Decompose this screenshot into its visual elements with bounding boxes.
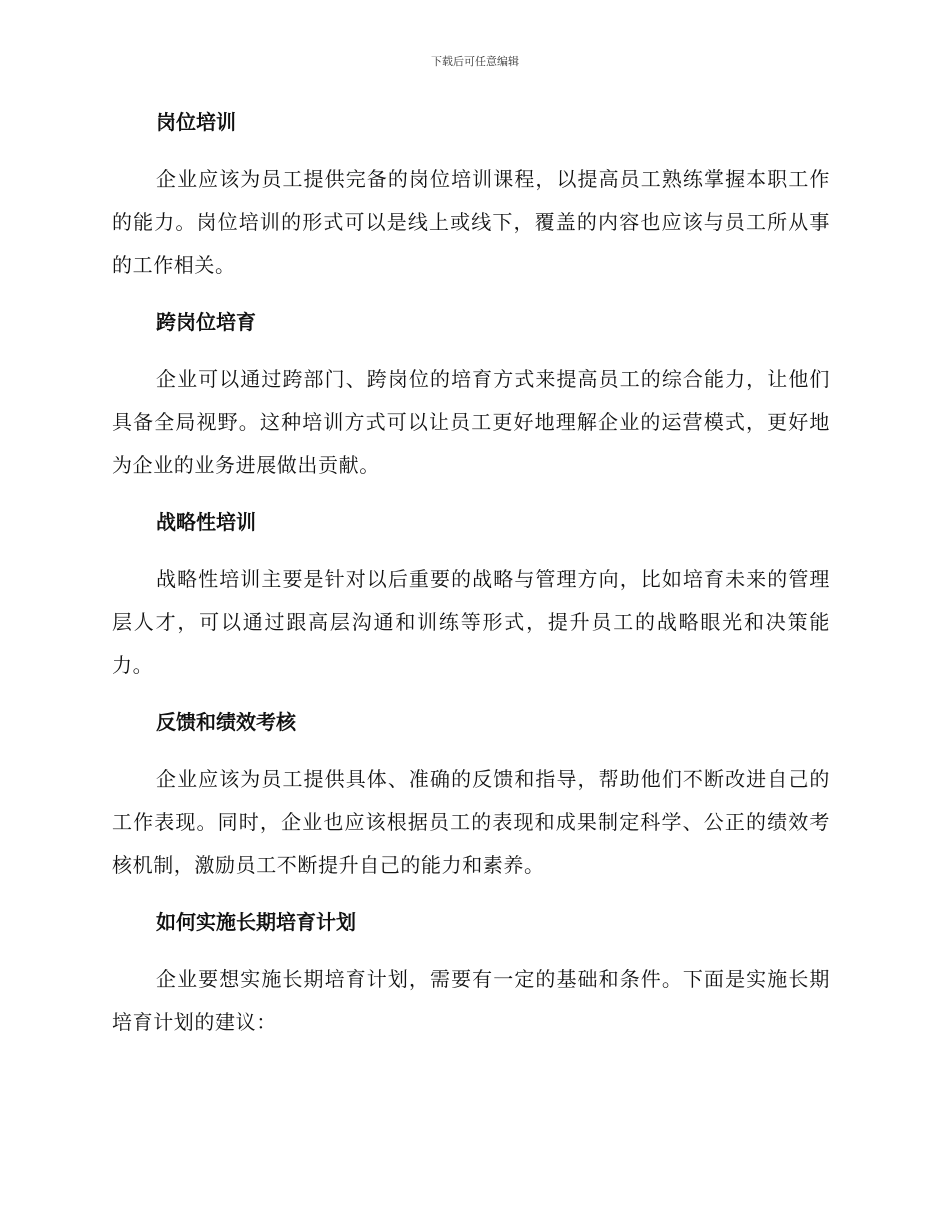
section-cross-position-training (112, 308, 830, 487)
section-paragraph: 战略性培训主要是针对以后重要的战略与管理方向，比如培育未来的管理层人才，可以通过跟高层沟通和训练等形式，提升员工的战略眼光和决策能力。 (112, 567, 830, 677)
section-implementation (112, 908, 830, 1044)
section-heading: 跨岗位培育 (156, 310, 256, 334)
document-body (112, 108, 830, 1065)
section-heading: 如何实施长期培育计划 (156, 910, 356, 934)
section-paragraph: 企业要想实施长期培育计划，需要有一定的基础和条件。下面是实施长期培育计划的建议： (112, 967, 830, 1034)
section-heading: 反馈和绩效考核 (156, 710, 296, 734)
section-paragraph: 企业应该为员工提供具体、准确的反馈和指导，帮助他们不断改进自己的工作表现。同时，企业也应该根据员工的表现和成果制定科学、公正的绩效考核机制，激励员工不断提升自己的能力和素养。 (112, 767, 830, 877)
section-paragraph: 企业应该为员工提供完备的岗位培训课程，以提高员工熟练掌握本职工作的能力。岗位培训的形式可以是线上或线下，覆盖的内容也应该与员工所从事的工作相关。 (112, 167, 830, 277)
page-header: 下载后可任意编辑 (431, 55, 519, 68)
section-strategic-training (112, 508, 830, 687)
section-feedback-performance (112, 708, 830, 887)
section-job-training (112, 108, 830, 287)
section-heading: 岗位培训 (156, 110, 236, 134)
section-heading: 战略性培训 (156, 510, 256, 534)
section-paragraph: 企业可以通过跨部门、跨岗位的培育方式来提高员工的综合能力，让他们具备全局视野。这种培训方式可以让员工更好地理解企业的运营模式，更好地为企业的业务进展做出贡献。 (112, 367, 830, 477)
